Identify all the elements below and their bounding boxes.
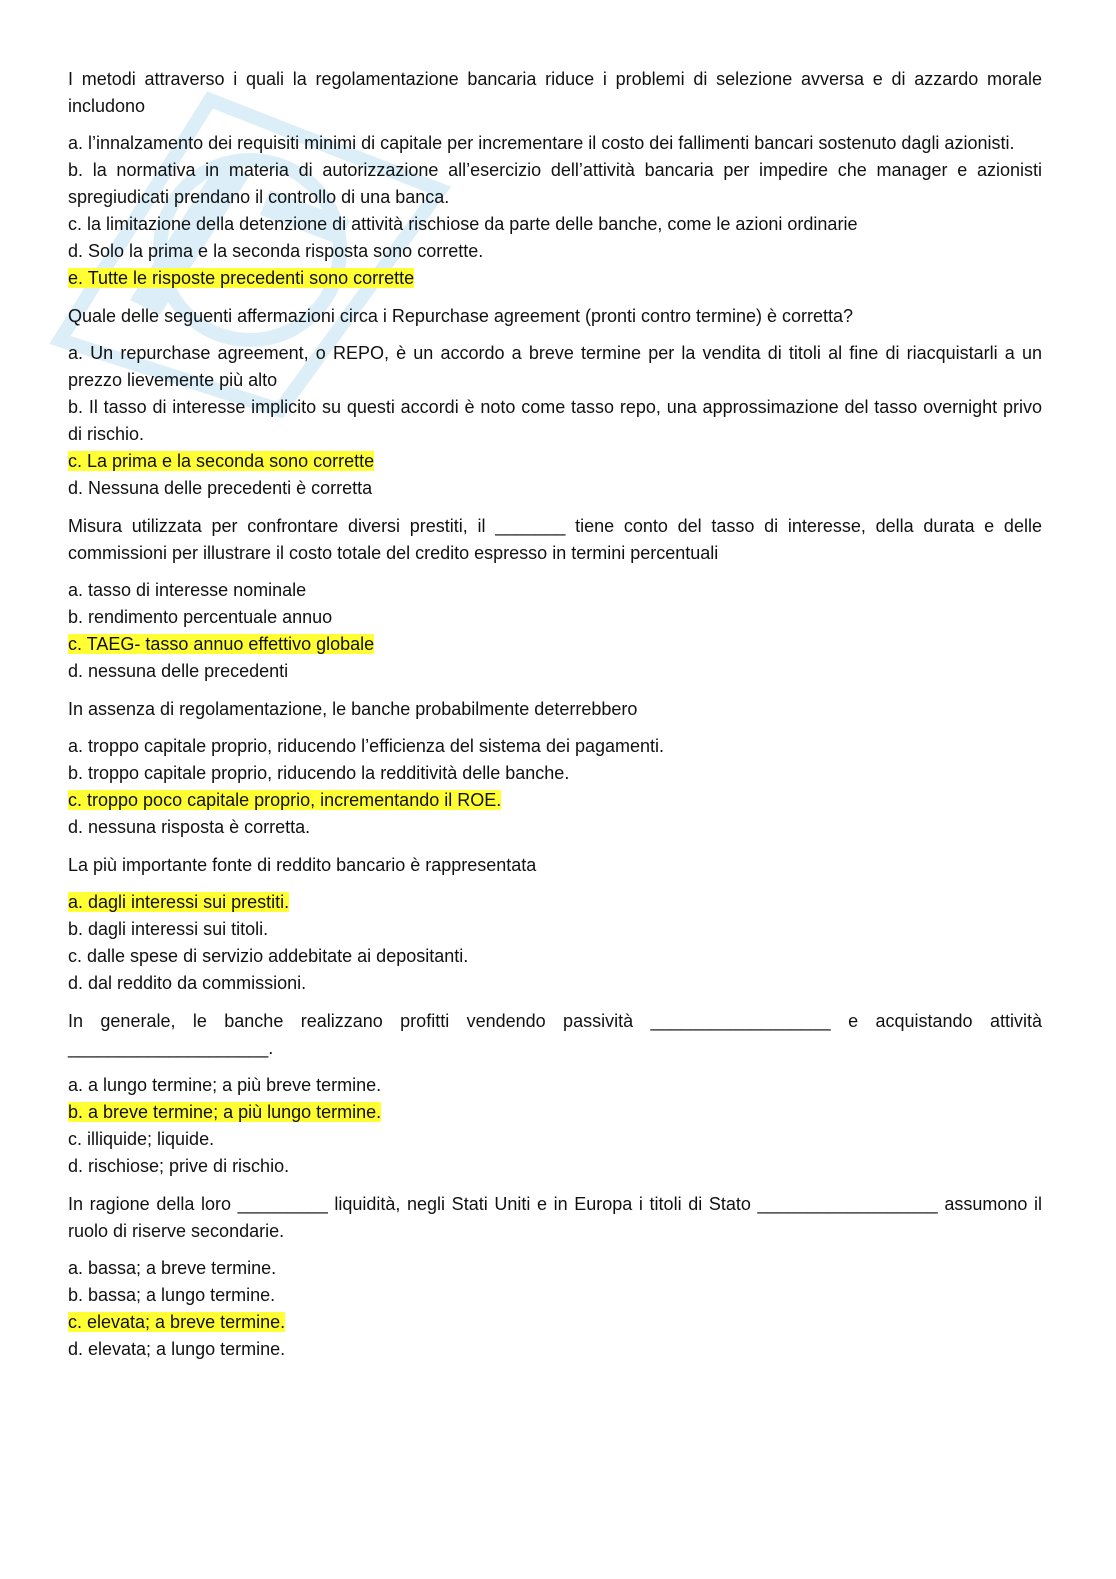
- question-block-3: [68, 513, 1042, 685]
- option-c: c. illiquide; liquide.: [68, 1129, 215, 1149]
- option-b-correct: b. a breve termine; a più lungo termine.: [68, 1102, 382, 1122]
- question-text: La più importante fonte di reddito bancario è rappresentata: [68, 855, 537, 875]
- question-text: I metodi attraverso i quali la regolamentazione bancaria riduce i problemi di selezione avversa e di azzardo morale includono: [68, 69, 1042, 116]
- option-a: a. l’innalzamento dei requisiti minimi di capitale per incrementare il costo dei fallimenti bancari sostenuto dagli azionisti.: [68, 133, 1015, 153]
- option-c-correct: c. La prima e la seconda sono corrette: [68, 451, 375, 471]
- option-c-correct: c. TAEG- tasso annuo effettivo globale: [68, 634, 375, 654]
- options-list: [68, 130, 1042, 292]
- document-content: [68, 66, 1042, 1374]
- option-a: a. Un repurchase agreement, o REPO, è un accordo a breve termine per la vendita di titoli al fine di riacquistarli a un prezzo lievemente più alto: [68, 343, 1042, 390]
- option-c-correct: c. troppo poco capitale proprio, incrementando il ROE.: [68, 790, 502, 810]
- answer-blank: _______: [495, 516, 566, 536]
- option-c: c. dalle spese di servizio addebitate ai depositanti.: [68, 946, 469, 966]
- question-block-6: [68, 1008, 1042, 1180]
- option-c-correct: c. elevata; a breve termine.: [68, 1312, 286, 1332]
- option-d: d. elevata; a lungo termine.: [68, 1339, 286, 1359]
- option-a: a. bassa; a breve termine.: [68, 1258, 277, 1278]
- option-d: d. nessuna risposta è corretta.: [68, 817, 311, 837]
- option-b: b. Il tasso di interesse implicito su questi accordi è noto come tasso repo, una approssimazione del tasso overnight privo di rischio.: [68, 397, 1042, 444]
- option-e-correct: e. Tutte le risposte precedenti sono corrette: [68, 268, 415, 288]
- question-text: In generale, le banche realizzano profitti vendendo passività __________________ e acquistando attività ____________________.: [68, 1011, 1042, 1058]
- option-c: c. la limitazione della detenzione di attività rischiose da parte delle banche, come le azioni ordinarie: [68, 214, 858, 234]
- option-a-correct: a. dagli interessi sui prestiti.: [68, 892, 290, 912]
- question-text: In assenza di regolamentazione, le banche probabilmente deterrebbero: [68, 699, 638, 719]
- question-text: Quale delle seguenti affermazioni circa i Repurchase agreement (pronti contro termine) è corretta?: [68, 306, 854, 326]
- option-d: d. Nessuna delle precedenti è corretta: [68, 478, 373, 498]
- question-block-1: [68, 66, 1042, 292]
- option-d: d. Solo la prima e la seconda risposta sono corrette.: [68, 241, 484, 261]
- option-d: d. nessuna delle precedenti: [68, 661, 289, 681]
- options-list: [68, 1255, 1042, 1363]
- option-b: b. la normativa in materia di autorizzazione all’esercizio dell’attività bancaria per impedire che manager e azionisti spregiudicati prendano il controllo di una banca.: [68, 160, 1042, 207]
- option-b: b. troppo capitale proprio, riducendo la redditività delle banche.: [68, 763, 570, 783]
- option-d: d. rischiose; prive di rischio.: [68, 1156, 290, 1176]
- question-block-2: [68, 303, 1042, 502]
- options-list: [68, 1072, 1042, 1180]
- option-a: a. troppo capitale proprio, riducendo l’efficienza del sistema dei pagamenti.: [68, 736, 665, 756]
- option-a: a. tasso di interesse nominale: [68, 580, 307, 600]
- options-list: [68, 733, 1042, 841]
- question-block-4: [68, 696, 1042, 841]
- option-b: b. rendimento percentuale annuo: [68, 607, 333, 627]
- option-d: d. dal reddito da commissioni.: [68, 973, 307, 993]
- options-list: [68, 889, 1042, 997]
- options-list: [68, 577, 1042, 685]
- options-list: [68, 340, 1042, 502]
- question-text: In ragione della loro _________ liquidità, negli Stati Uniti e in Europa i titoli di Stato __________________ assumono il ruolo di riserve secondarie.: [68, 1194, 1042, 1241]
- question-block-5: [68, 852, 1042, 997]
- question-text: Misura utilizzata per confrontare diversi prestiti, il _______ tiene conto del tasso di interesse, della durata e delle commissioni per illustrare il costo totale del credito espresso in termini percentuali: [68, 516, 1042, 563]
- option-a: a. a lungo termine; a più breve termine.: [68, 1075, 382, 1095]
- question-block-7: [68, 1191, 1042, 1363]
- option-b: b. dagli interessi sui titoli.: [68, 919, 269, 939]
- option-b: b. bassa; a lungo termine.: [68, 1285, 276, 1305]
